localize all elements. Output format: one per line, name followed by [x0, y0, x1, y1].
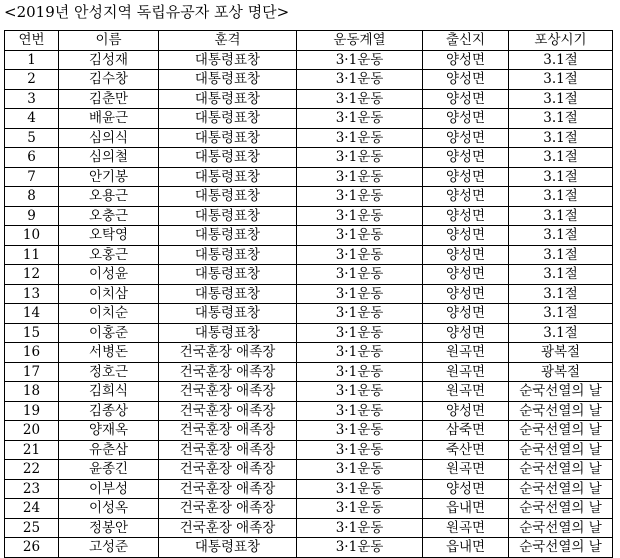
cell-name: 김성재 [59, 50, 159, 70]
table-row [5, 499, 613, 519]
header-name: 이름 [59, 31, 159, 51]
cell-name: 심의철 [59, 148, 159, 168]
cell-movement: 3·1운동 [297, 440, 423, 460]
table-row [5, 362, 613, 382]
cell-name: 오충근 [59, 206, 159, 226]
cell-decoration: 건국훈장 애족장 [159, 460, 297, 480]
awardee-table [4, 30, 613, 558]
cell-award-date: 순국선열의 날 [509, 479, 613, 499]
cell-decoration: 건국훈장 애족장 [159, 421, 297, 441]
cell-movement: 3·1운동 [297, 538, 423, 558]
header-decoration: 훈격 [159, 31, 297, 51]
cell-decoration: 대통령표창 [159, 538, 297, 558]
cell-number: 3 [5, 89, 59, 109]
cell-award-date: 3.1절 [509, 265, 613, 285]
cell-movement: 3·1운동 [297, 421, 423, 441]
cell-name: 안기봉 [59, 167, 159, 187]
cell-award-date: 3.1절 [509, 226, 613, 246]
cell-decoration: 대통령표창 [159, 206, 297, 226]
cell-number: 13 [5, 284, 59, 304]
cell-movement: 3·1운동 [297, 284, 423, 304]
cell-award-date: 3.1절 [509, 245, 613, 265]
cell-number: 15 [5, 323, 59, 343]
cell-hometown: 양성면 [423, 265, 509, 285]
table-row [5, 265, 613, 285]
cell-decoration: 대통령표창 [159, 245, 297, 265]
cell-decoration: 건국훈장 애족장 [159, 362, 297, 382]
cell-number: 25 [5, 518, 59, 538]
cell-name: 김종상 [59, 401, 159, 421]
cell-decoration: 대통령표창 [159, 167, 297, 187]
cell-number: 10 [5, 226, 59, 246]
cell-hometown: 읍내면 [423, 499, 509, 519]
cell-award-date: 3.1절 [509, 50, 613, 70]
cell-name: 오탁영 [59, 226, 159, 246]
cell-hometown: 양성면 [423, 148, 509, 168]
cell-decoration: 대통령표창 [159, 265, 297, 285]
table-row [5, 538, 613, 558]
cell-award-date: 광복절 [509, 343, 613, 363]
table-row [5, 50, 613, 70]
cell-name: 이성윤 [59, 265, 159, 285]
cell-decoration: 건국훈장 애족장 [159, 499, 297, 519]
cell-decoration: 대통령표창 [159, 304, 297, 324]
cell-decoration: 대통령표창 [159, 187, 297, 207]
cell-decoration: 대통령표창 [159, 128, 297, 148]
table-row [5, 304, 613, 324]
cell-hometown: 양성면 [423, 128, 509, 148]
cell-number: 9 [5, 206, 59, 226]
cell-number: 17 [5, 362, 59, 382]
header-number: 연번 [5, 31, 59, 51]
cell-decoration: 대통령표창 [159, 226, 297, 246]
cell-hometown: 원곡면 [423, 382, 509, 402]
table-row [5, 245, 613, 265]
cell-hometown: 원곡면 [423, 518, 509, 538]
cell-movement: 3·1운동 [297, 245, 423, 265]
cell-hometown: 양성면 [423, 479, 509, 499]
table-row [5, 401, 613, 421]
cell-movement: 3·1운동 [297, 148, 423, 168]
cell-award-date: 순국선열의 날 [509, 518, 613, 538]
cell-movement: 3·1운동 [297, 70, 423, 90]
cell-hometown: 양성면 [423, 304, 509, 324]
cell-movement: 3·1운동 [297, 128, 423, 148]
cell-movement: 3·1운동 [297, 460, 423, 480]
cell-movement: 3·1운동 [297, 479, 423, 499]
cell-name: 고성준 [59, 538, 159, 558]
cell-name: 오용근 [59, 187, 159, 207]
cell-decoration: 대통령표창 [159, 284, 297, 304]
table-row [5, 518, 613, 538]
cell-hometown: 양성면 [423, 226, 509, 246]
cell-hometown: 원곡면 [423, 343, 509, 363]
cell-name: 이치순 [59, 304, 159, 324]
cell-award-date: 3.1절 [509, 304, 613, 324]
table-row [5, 382, 613, 402]
cell-name: 서병돈 [59, 343, 159, 363]
cell-name: 양재옥 [59, 421, 159, 441]
cell-name: 유춘삼 [59, 440, 159, 460]
cell-movement: 3·1운동 [297, 343, 423, 363]
cell-movement: 3·1운동 [297, 382, 423, 402]
cell-hometown: 원곡면 [423, 362, 509, 382]
cell-award-date: 3.1절 [509, 148, 613, 168]
cell-hometown: 양성면 [423, 245, 509, 265]
cell-award-date: 3.1절 [509, 187, 613, 207]
cell-movement: 3·1운동 [297, 518, 423, 538]
cell-name: 윤종긴 [59, 460, 159, 480]
table-row [5, 206, 613, 226]
cell-number: 8 [5, 187, 59, 207]
cell-hometown: 양성면 [423, 167, 509, 187]
table-row [5, 167, 613, 187]
table-row [5, 89, 613, 109]
cell-decoration: 대통령표창 [159, 70, 297, 90]
cell-hometown: 양성면 [423, 284, 509, 304]
cell-number: 20 [5, 421, 59, 441]
cell-award-date: 3.1절 [509, 128, 613, 148]
cell-decoration: 대통령표창 [159, 148, 297, 168]
cell-number: 19 [5, 401, 59, 421]
cell-movement: 3·1운동 [297, 109, 423, 129]
cell-movement: 3·1운동 [297, 187, 423, 207]
cell-award-date: 순국선열의 날 [509, 499, 613, 519]
table-row [5, 421, 613, 441]
cell-award-date: 3.1절 [509, 109, 613, 129]
table-row [5, 128, 613, 148]
cell-hometown: 양성면 [423, 70, 509, 90]
cell-decoration: 대통령표창 [159, 50, 297, 70]
cell-name: 김희식 [59, 382, 159, 402]
cell-number: 23 [5, 479, 59, 499]
cell-name: 김춘만 [59, 89, 159, 109]
cell-name: 이부성 [59, 479, 159, 499]
cell-number: 12 [5, 265, 59, 285]
header-row [5, 31, 613, 51]
cell-award-date: 3.1절 [509, 323, 613, 343]
cell-movement: 3·1운동 [297, 265, 423, 285]
cell-award-date: 순국선열의 날 [509, 460, 613, 480]
cell-name: 배윤근 [59, 109, 159, 129]
cell-award-date: 3.1절 [509, 206, 613, 226]
cell-award-date: 3.1절 [509, 167, 613, 187]
cell-movement: 3·1운동 [297, 50, 423, 70]
table-row [5, 284, 613, 304]
cell-number: 24 [5, 499, 59, 519]
cell-number: 14 [5, 304, 59, 324]
cell-decoration: 대통령표창 [159, 323, 297, 343]
cell-award-date: 광복절 [509, 362, 613, 382]
cell-decoration: 건국훈장 애족장 [159, 518, 297, 538]
cell-number: 21 [5, 440, 59, 460]
cell-movement: 3·1운동 [297, 167, 423, 187]
cell-number: 16 [5, 343, 59, 363]
table-row [5, 323, 613, 343]
cell-name: 이홍준 [59, 323, 159, 343]
cell-hometown: 원곡면 [423, 460, 509, 480]
table-row [5, 148, 613, 168]
cell-number: 26 [5, 538, 59, 558]
cell-award-date: 순국선열의 날 [509, 382, 613, 402]
cell-number: 11 [5, 245, 59, 265]
table-header [5, 31, 613, 51]
cell-movement: 3·1운동 [297, 499, 423, 519]
cell-number: 5 [5, 128, 59, 148]
header-movement: 운동계열 [297, 31, 423, 51]
cell-number: 18 [5, 382, 59, 402]
cell-name: 정호근 [59, 362, 159, 382]
cell-movement: 3·1운동 [297, 206, 423, 226]
cell-name: 김수창 [59, 70, 159, 90]
cell-number: 6 [5, 148, 59, 168]
cell-award-date: 순국선열의 날 [509, 401, 613, 421]
cell-name: 정봉안 [59, 518, 159, 538]
cell-hometown: 양성면 [423, 109, 509, 129]
cell-decoration: 건국훈장 애족장 [159, 343, 297, 363]
cell-award-date: 순국선열의 날 [509, 421, 613, 441]
cell-hometown: 양성면 [423, 401, 509, 421]
cell-decoration: 건국훈장 애족장 [159, 479, 297, 499]
cell-decoration: 대통령표창 [159, 109, 297, 129]
table-body [5, 50, 613, 557]
cell-hometown: 삼죽면 [423, 421, 509, 441]
cell-movement: 3·1운동 [297, 323, 423, 343]
cell-name: 이치삼 [59, 284, 159, 304]
cell-number: 1 [5, 50, 59, 70]
table-row [5, 187, 613, 207]
cell-name: 오홍근 [59, 245, 159, 265]
cell-hometown: 양성면 [423, 206, 509, 226]
cell-decoration: 대통령표창 [159, 89, 297, 109]
table-row [5, 226, 613, 246]
cell-award-date: 순국선열의 날 [509, 440, 613, 460]
cell-decoration: 건국훈장 애족장 [159, 382, 297, 402]
cell-number: 22 [5, 460, 59, 480]
table-row [5, 460, 613, 480]
cell-number: 4 [5, 109, 59, 129]
cell-hometown: 양성면 [423, 323, 509, 343]
cell-movement: 3·1운동 [297, 401, 423, 421]
cell-number: 2 [5, 70, 59, 90]
cell-movement: 3·1운동 [297, 226, 423, 246]
table-row [5, 440, 613, 460]
header-hometown: 출신지 [423, 31, 509, 51]
document-title: <2019년 안성지역 독립유공자 포상 명단> [4, 3, 290, 21]
table-row [5, 343, 613, 363]
cell-name: 심의식 [59, 128, 159, 148]
cell-hometown: 죽산면 [423, 440, 509, 460]
cell-movement: 3·1운동 [297, 362, 423, 382]
cell-award-date: 순국선열의 날 [509, 538, 613, 558]
cell-name: 이성옥 [59, 499, 159, 519]
table-row [5, 479, 613, 499]
cell-decoration: 건국훈장 애족장 [159, 440, 297, 460]
cell-hometown: 양성면 [423, 89, 509, 109]
cell-movement: 3·1운동 [297, 89, 423, 109]
cell-award-date: 3.1절 [509, 70, 613, 90]
table-row [5, 109, 613, 129]
table-row [5, 70, 613, 90]
cell-decoration: 건국훈장 애족장 [159, 401, 297, 421]
cell-award-date: 3.1절 [509, 284, 613, 304]
cell-movement: 3·1운동 [297, 304, 423, 324]
cell-hometown: 양성면 [423, 187, 509, 207]
cell-award-date: 3.1절 [509, 89, 613, 109]
cell-hometown: 양성면 [423, 50, 509, 70]
cell-number: 7 [5, 167, 59, 187]
cell-hometown: 읍내면 [423, 538, 509, 558]
header-award-date: 포상시기 [509, 31, 613, 51]
